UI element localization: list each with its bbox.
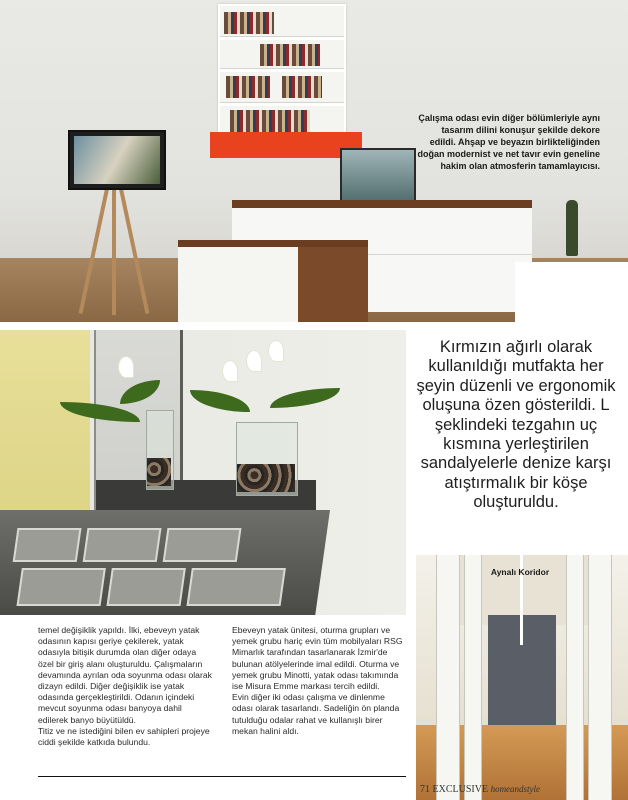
table bbox=[515, 262, 628, 322]
shelf bbox=[220, 36, 344, 40]
paragraph: temel değişiklik yapıldı. İlki, ebeveyn yatak odasının kapısı geriye çekilerek, yatak odasıyla bitişik durumda olan diğer odaya özel bir giriş alanı oluşturuldu. Çalışmaların devamında ayrılan oda soyunma odası olarak dizayn edildi. Diğer değişiklik ise yatak odasında gerçekleştirildi. Odanın içindeki mevcut soyunma odası banyoya dahil edilerek banyo büyütüldü. bbox=[38, 625, 212, 725]
leaf bbox=[270, 388, 340, 408]
drawer-compartment bbox=[17, 568, 106, 606]
study-caption: Çalışma odası evin diğer bölümleriyle aynı tasarım dilini konuşur şekilde dekore edildi. Ahşap ve beyazın birlikteliğinden doğan modernist ve net tavır evin geneline hakim olan atmosferin tamamlayıcısı. bbox=[417, 113, 600, 171]
mirror-panel bbox=[588, 555, 612, 800]
drawer-compartment bbox=[83, 528, 162, 562]
calla-lily bbox=[268, 340, 284, 362]
drawer-compartment bbox=[13, 528, 82, 562]
magazine-name: EXCLUSIVE bbox=[432, 784, 489, 795]
body-column-left bbox=[38, 625, 214, 748]
books bbox=[230, 110, 310, 132]
drawer-compartment bbox=[107, 568, 186, 606]
easel-leg bbox=[79, 186, 110, 314]
stones bbox=[237, 464, 295, 492]
calla-lily bbox=[118, 356, 134, 378]
easel bbox=[86, 185, 146, 315]
vanity-photo bbox=[0, 330, 406, 615]
books bbox=[260, 44, 320, 66]
easel-leg bbox=[112, 185, 116, 315]
mirror-panel bbox=[464, 555, 482, 800]
drawer-compartment bbox=[187, 568, 286, 606]
leaf bbox=[190, 390, 250, 412]
shelf bbox=[220, 102, 344, 106]
low-cabinet bbox=[178, 240, 368, 322]
mirror-panel bbox=[566, 555, 584, 800]
corridor-caption: Aynalı Koridor bbox=[490, 567, 550, 577]
books bbox=[224, 12, 274, 34]
drawer-compartment bbox=[163, 528, 242, 562]
wine-bottle bbox=[566, 200, 578, 256]
paragraph: Evin diğer iki odası çalışma ve dinlenme odası olarak tasarlandı. Sadeliğin ön planda tutulduğu odalar rahat ve kullanışlı birer mekan halini aldı. bbox=[232, 692, 400, 736]
bookcase bbox=[218, 4, 346, 146]
mirror-panel bbox=[436, 555, 460, 800]
folio bbox=[420, 784, 620, 795]
footer-rule bbox=[38, 776, 406, 777]
pull-quote: Kırmızın ağırlı olarak kullanıldığı mutfakta her şeyin düzenli ve ergonomik oluşuna özen gösterildi. L şeklindeki tezgahın uç kısmına yerleştirilen sandalyelerle denize karşı atıştırmalık bir köşe oluşturuldu. bbox=[416, 338, 616, 512]
paragraph: Titiz ve ne istediğini bilen ev sahipleri projeye ciddi şekilde katkıda bulundu. bbox=[38, 725, 210, 748]
page-number: 71 bbox=[420, 784, 430, 795]
corridor-photo bbox=[416, 555, 628, 800]
paragraph: Ebeveyn yatak ünitesi, oturma grupları ve yemek grubu hariç evin tüm mobilyaları RSG Mimarlık tarafından tasarlanarak İzmir'de bulunan atölyelerinde imal edildi. Oturma ve yemek grubu Minotti, yatak odası takımında ise Misura Emme markası tercih edildi. bbox=[232, 625, 403, 692]
calla-lily bbox=[222, 360, 238, 382]
framed-picture bbox=[68, 130, 166, 190]
section-name: homeandstyle bbox=[490, 784, 541, 794]
stones bbox=[147, 458, 171, 486]
wood-panel bbox=[298, 247, 368, 322]
aquarium bbox=[340, 148, 416, 206]
body-column-right bbox=[232, 625, 408, 737]
calla-lily bbox=[246, 350, 262, 372]
easel-leg bbox=[119, 186, 150, 314]
books bbox=[282, 76, 322, 98]
books bbox=[226, 76, 270, 98]
jewelry-drawer bbox=[0, 510, 330, 615]
shelf bbox=[220, 68, 344, 72]
